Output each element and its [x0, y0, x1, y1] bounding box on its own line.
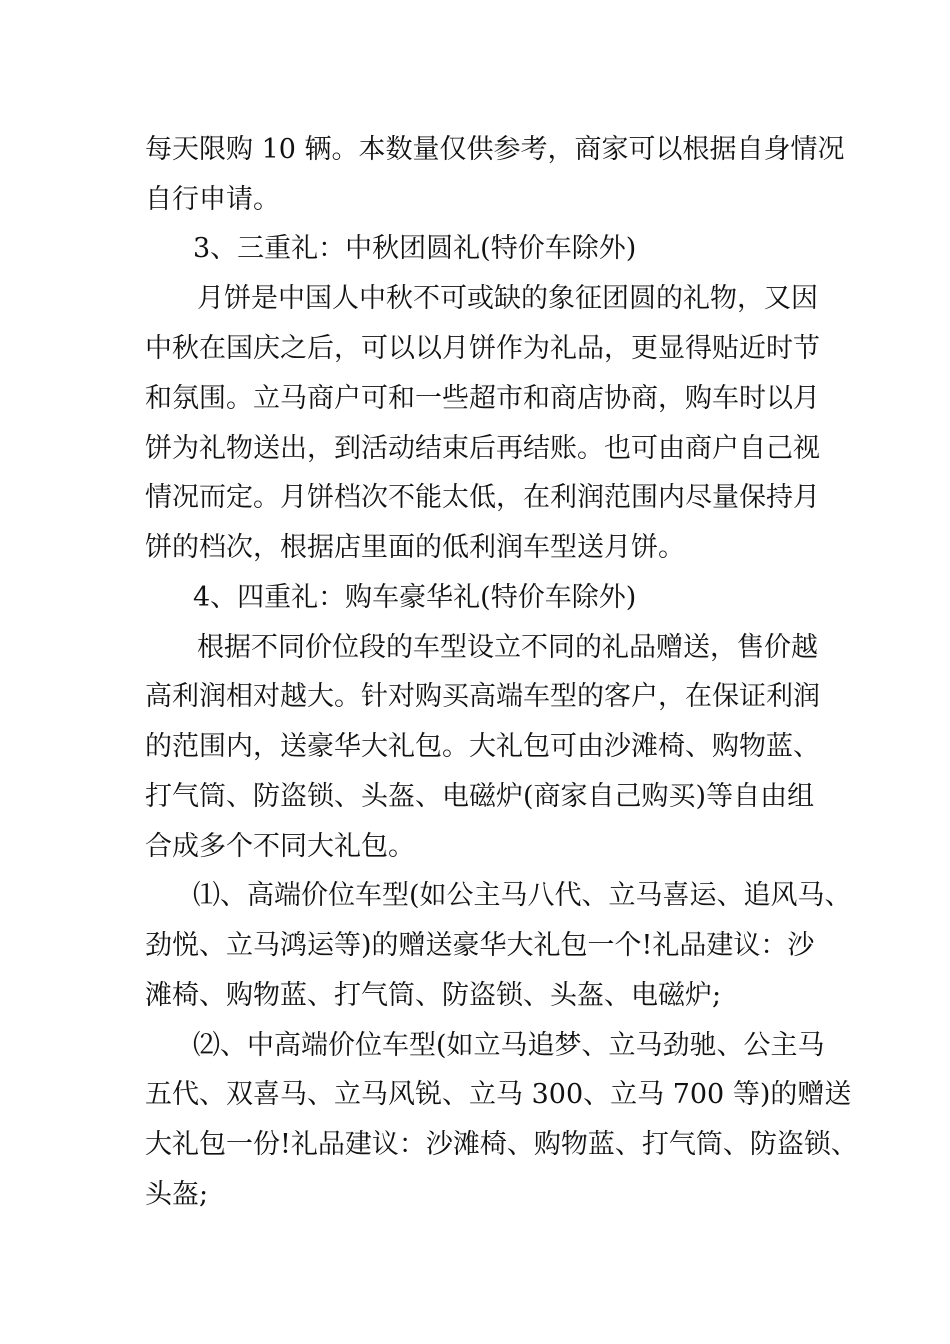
text-line: 饼的档次，根据店里面的低利润车型送月饼。	[145, 532, 685, 563]
text-line: 中秋在国庆之后，可以以月饼作为礼品，更显得贴近时节	[145, 333, 820, 364]
text-line: 自行申请。	[145, 184, 280, 215]
text-line: 高利润相对越大。针对购买高端车型的客户，在保证利润	[145, 681, 820, 712]
text-line: 打气筒、防盗锁、头盔、电磁炉(商家自己购买)等自由组	[145, 781, 815, 812]
text-line: 头盔;	[145, 1179, 209, 1210]
list-item-first-line: ⑴、高端价位车型(如公主马八代、立马喜运、追风马、	[193, 880, 852, 911]
paragraph-first-line: 月饼是中国人中秋不可或缺的象征团圆的礼物，又因	[197, 283, 818, 314]
text-line: 五代、双喜马、立马风锐、立马 300、立马 700 等)的赠送	[145, 1079, 852, 1110]
text-line: 大礼包一份!礼品建议：沙滩椅、购物蓝、打气筒、防盗锁、	[145, 1129, 858, 1160]
text-line: 劲悦、立马鸿运等)的赠送豪华大礼包一个!礼品建议：沙	[145, 930, 815, 961]
section-heading: 3、三重礼：中秋团圆礼(特价车除外)	[193, 233, 637, 264]
text-line: 合成多个不同大礼包。	[145, 831, 415, 862]
text-line: 饼为礼物送出，到活动结束后再结账。也可由商户自己视	[145, 433, 820, 464]
paragraph-first-line: 根据不同价位段的车型设立不同的礼品赠送，售价越	[197, 632, 818, 663]
section-heading: 4、四重礼：购车豪华礼(特价车除外)	[193, 582, 637, 613]
text-line: 的范围内，送豪华大礼包。大礼包可由沙滩椅、购物蓝、	[145, 731, 820, 762]
text-line: 情况而定。月饼档次不能太低，在利润范围内尽量保持月	[145, 482, 820, 513]
list-item-first-line: ⑵、中高端价位车型(如立马追梦、立马劲驰、公主马	[193, 1030, 825, 1061]
text-line: 滩椅、购物蓝、打气筒、防盗锁、头盔、电磁炉;	[145, 980, 722, 1011]
text-line: 和氛围。立马商户可和一些超市和商店协商，购车时以月	[145, 383, 820, 414]
text-line: 每天限购 10 辆。本数量仅供参考，商家可以根据自身情况	[145, 134, 845, 165]
